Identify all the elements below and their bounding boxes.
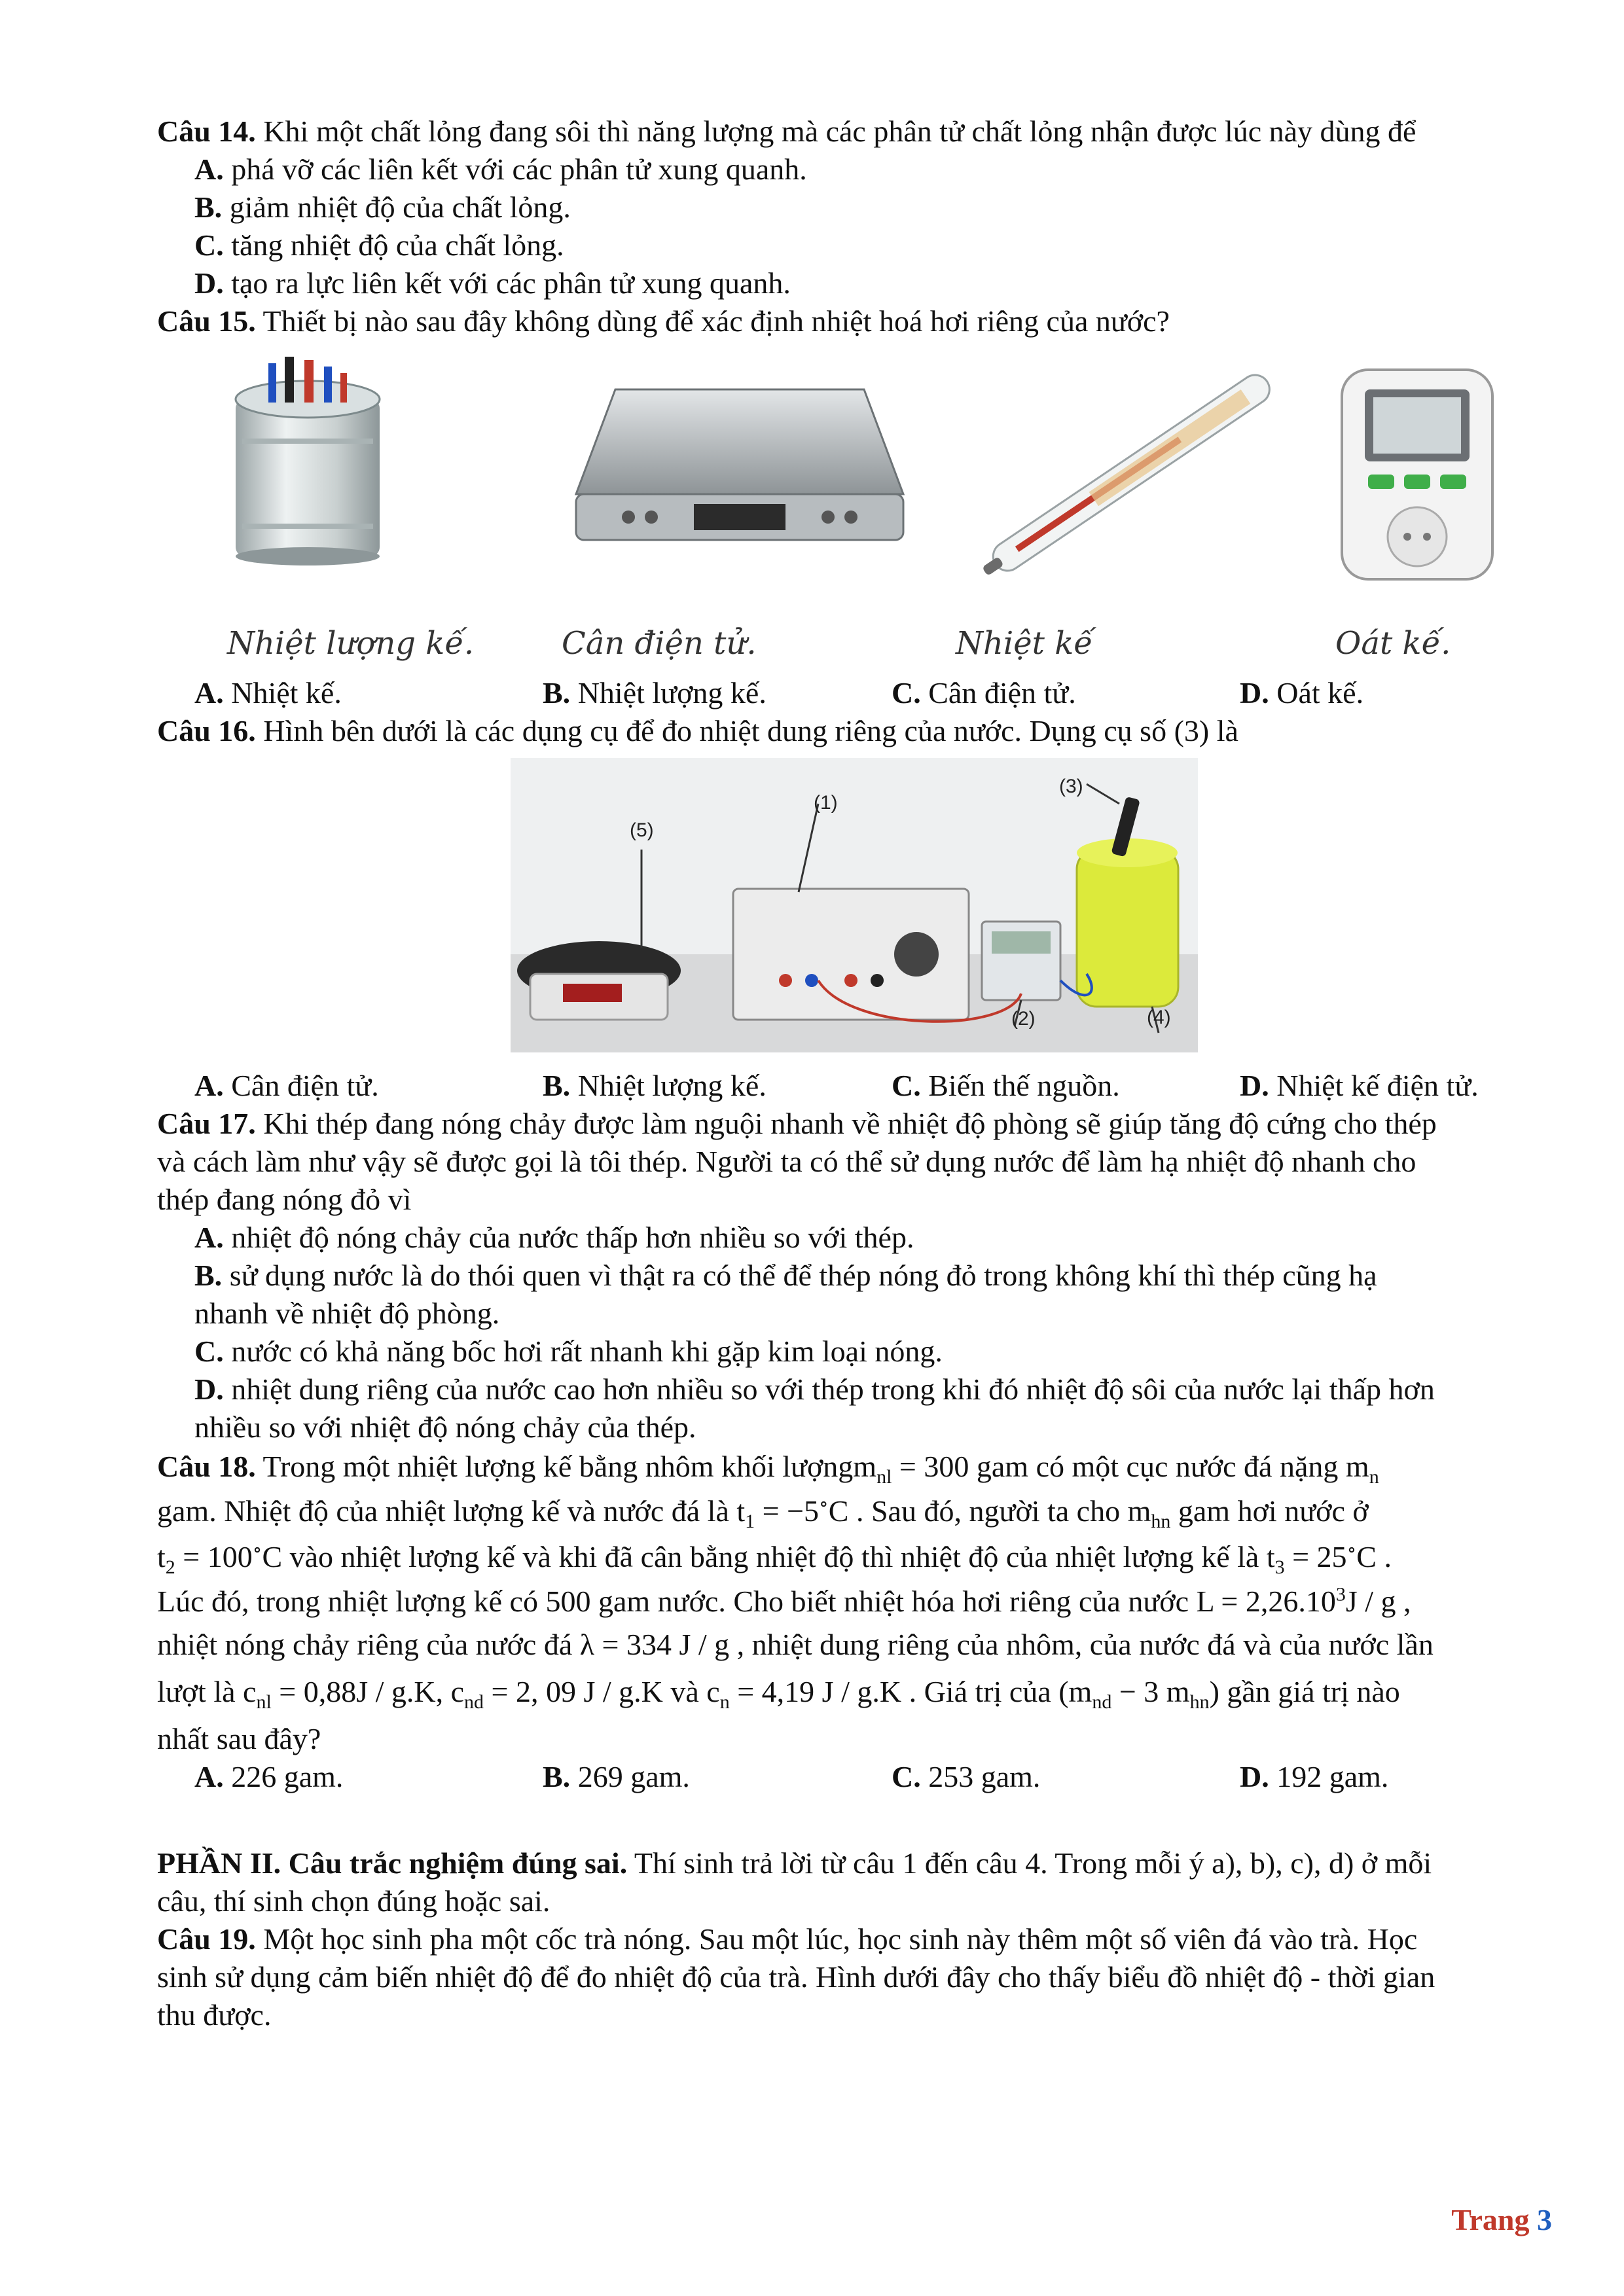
q15-option-a: A. Nhiệt kế. (194, 676, 342, 709)
caption-scale: Cân điện tử. (562, 625, 757, 662)
q15-option-c: C. Cân điện tử. (892, 676, 1076, 709)
q17-option-d: D. nhiệt dung riêng của nước cao hơn nhiều so với thép trong khi đó nhiệt độ sôi của nước lại thấp hơn (194, 1372, 1435, 1406)
q16-option-a: A. Cân điện tử. (194, 1069, 379, 1102)
q16-option-c: C. Biến thế nguồn. (892, 1069, 1120, 1102)
q19-stem-line-2: sinh sử dụng cảm biến nhiệt độ để đo nhiệt độ của trà. Hình dưới đây cho thấy biểu đồ nhiệt độ - thời gian (157, 1960, 1435, 1994)
q18-option-a: A. 226 gam. (194, 1760, 344, 1793)
q17-option-c: C. nước có khả năng bốc hơi rất nhanh khi gặp kim loại nóng. (194, 1335, 943, 1368)
thermometer-image (956, 367, 1309, 583)
q17-stem-line-3: thép đang nóng đỏ vì (157, 1183, 412, 1216)
q17-option-d-cont: nhiều so với nhiệt độ nóng chảy của thép. (194, 1410, 696, 1444)
q18-line-2: gam. Nhiệt độ của nhiệt lượng kế và nước đá là $t_1 = -5^\circ C$ . Sau đó, người ta cho $m_{hn}$ gam hơi nước ở (157, 1493, 1369, 1533)
q17-option-a: A. nhiệt độ nóng chảy của nước thấp hơn nhiều so với thép. (194, 1221, 914, 1254)
q17-stem-line-1: Câu 17. Khi thép đang nóng chảy được làm nguội nhanh về nhiệt độ phòng sẽ giúp tăng độ cứng cho thép (157, 1107, 1437, 1140)
figure-label-3: (3) (1059, 776, 1083, 797)
q18-line-3: $t_2 = 100^\circ C$ vào nhiệt lượng kế và khi đã cân bằng nhiệt độ thì nhiệt độ của nhiệt lượng kế là $t_3 = 25^\circ C$ . (157, 1539, 1392, 1579)
q14-option-d: D. tạo ra lực liên kết với các phân tử xung quanh. (194, 266, 791, 300)
q18-option-d: D. 192 gam. (1240, 1760, 1389, 1793)
q18-line-6: lượt là $c_{nl} = 0,88J / g.K$, $c_{nd} = 2$, 09 J / g.K và $c_n = 4,19$ J / g.K . Giá trị của ($m_{nd} - 3$ $m_{hn}$) gần giá trị nào (157, 1675, 1400, 1713)
q18-options (194, 1758, 1504, 1796)
q18-option-c: C. 253 gam. (892, 1760, 1041, 1793)
part2-heading: PHẦN II. Câu trắc nghiệm đúng sai. Thí sinh trả lời từ câu 1 đến câu 4. Trong mỗi ý a), b), c), d) ở mỗi (157, 1846, 1432, 1880)
q19-stem-line-1: Câu 19. Một học sinh pha một cốc trà nóng. Sau một lúc, học sinh này thêm một số viên đá vào trà. Học (157, 1922, 1418, 1956)
q16-apparatus-image (511, 758, 1198, 1052)
q18-line-1: Câu 18. Trong một nhiệt lượng kế bằng nhôm khối lượngm$_{nl}$ = 300 gam có một cục nước đá nặng $m_n$ (157, 1450, 1379, 1488)
q17-option-b-cont: nhanh về nhiệt độ phòng. (194, 1297, 500, 1330)
q18-line-4: Lúc đó, trong nhiệt lượng kế có 500 gam nước. Cho biết nhiệt hóa hơi riêng của nước $L = 2,26.10^3J / g$ , (157, 1583, 1411, 1618)
q17-stem-line-2: và cách làm như vậy sẽ được gọi là tôi thép. Người ta có thể sử dụng nước để làm hạ nhiệt độ nhanh cho (157, 1145, 1416, 1178)
q16-options (194, 1067, 1504, 1105)
q18-line-7: nhất sau đây? (157, 1722, 321, 1755)
q14-option-b: B. giảm nhiệt độ của chất lỏng. (194, 190, 571, 224)
figure-label-4: (4) (1147, 1007, 1171, 1028)
q16-stem: Câu 16. Hình bên dưới là các dụng cụ để đo nhiệt dung riêng của nước. Dụng cụ số (3) là (157, 714, 1238, 747)
caption-calorimeter: Nhiệt lượng kế. (227, 625, 475, 662)
part2-heading-cont: câu, thí sinh chọn đúng hoặc sai. (157, 1884, 550, 1918)
q18-line-5: nhiệt nóng chảy riêng của nước đá λ = 334 J / g , nhiệt dung riêng của nhôm, của nước đá và của nước lần (157, 1628, 1434, 1661)
q14-option-a: A. phá vỡ các liên kết với các phân tử xung quanh. (194, 152, 807, 186)
q15-options (194, 674, 1504, 712)
q14-option-c: C. tăng nhiệt độ của chất lỏng. (194, 228, 564, 262)
calorimeter-image (223, 353, 393, 569)
q15-stem: Câu 15. Thiết bị nào sau đây không dùng để xác định nhiệt hoá hơi riêng của nước? (157, 304, 1170, 338)
q14-stem: Câu 14. Khi một chất lỏng đang sôi thì năng lượng mà các phân tử chất lỏng nhận được lúc này dùng để (157, 115, 1416, 148)
figure-label-1: (1) (814, 792, 838, 814)
wattmeter-image (1329, 357, 1512, 599)
figure-label-5: (5) (630, 819, 654, 841)
q18-option-b: B. 269 gam. (543, 1760, 690, 1793)
page-footer: Trang 3 (1451, 2203, 1552, 2236)
caption-thermometer: Nhiệt kế (956, 625, 1093, 662)
q16-option-b: B. Nhiệt lượng kế. (543, 1069, 767, 1102)
q19-stem-line-3: thu được. (157, 1998, 272, 2032)
figure-label-2: (2) (1011, 1008, 1036, 1030)
q15-option-d: D. Oát kế. (1240, 676, 1364, 709)
q16-option-d: D. Nhiệt kế điện tử. (1240, 1069, 1479, 1102)
electronic-scale-image (569, 383, 910, 560)
q15-option-b: B. Nhiệt lượng kế. (543, 676, 767, 709)
q17-option-b: B. sử dụng nước là do thói quen vì thật ra có thể để thép nóng đỏ trong không khí thì thép cũng hạ (194, 1259, 1377, 1292)
caption-wattmeter: Oát kế. (1335, 625, 1451, 662)
